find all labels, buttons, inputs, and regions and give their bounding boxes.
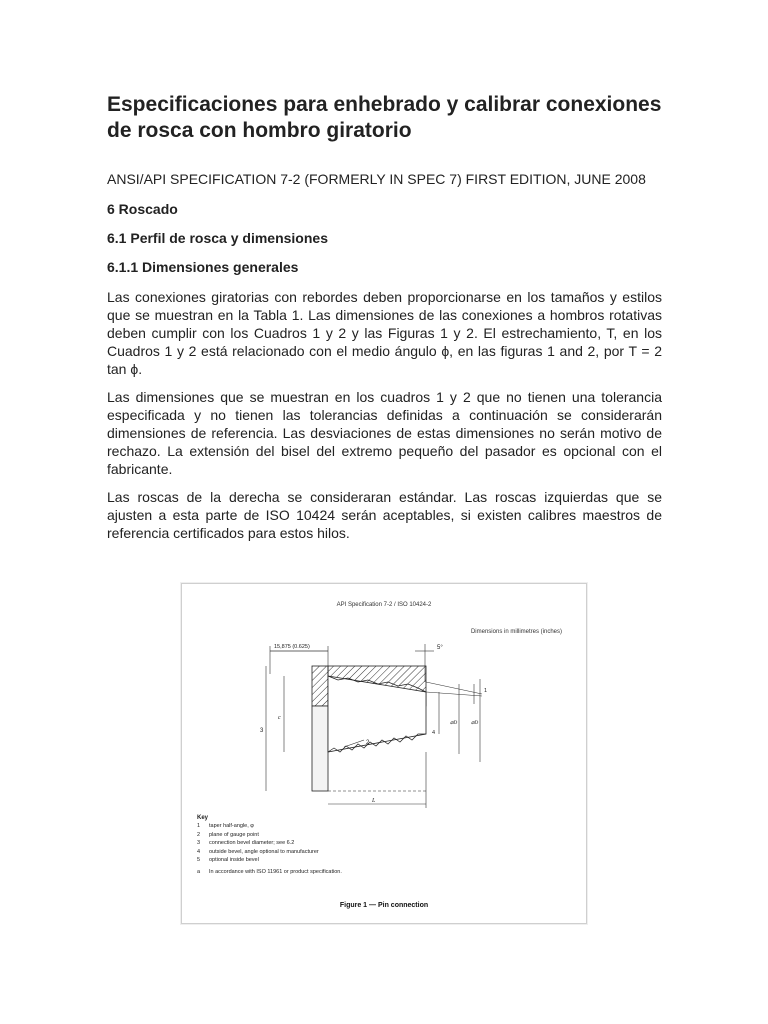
label-d2: ⌀D (471, 720, 479, 726)
footnote-mark: a (197, 869, 201, 876)
section-heading-6: 6 Roscado (107, 201, 178, 217)
pin-connection-figure (181, 583, 587, 924)
key-num: 5 (197, 857, 201, 864)
taper-lines (426, 682, 482, 704)
label-d1: ⌀D (450, 720, 458, 726)
key-text: outside bevel, angle optional to manufacturer (209, 848, 319, 855)
key-text: plane of gauge point (209, 831, 259, 838)
dimensions-note: Dimensions in millimetres (inches) (470, 629, 562, 635)
figure-caption: Figure 1 — Pin connection (339, 902, 429, 909)
label-c: c (278, 715, 281, 721)
spec-reference: ANSI/API SPECIFICATION 7-2 (FORMERLY IN SPEC 7) FIRST EDITION, JUNE 2008 (107, 171, 646, 187)
threaded-pin (328, 676, 426, 791)
bottom-dimension (328, 752, 426, 808)
key-item (197, 856, 342, 864)
callout-1: 1 (484, 688, 488, 694)
paragraph: Las dimensiones que se muestran en los cuadros 1 y 2 que no tienen una tolerancia especificada y no tienen las tolerancias definidas a continuación se considerarán dimensiones de referencia. Las desviaciones de estas dimensiones no serán motivo de rechazo. La extensión del bisel del extremo pequeño del pasador es opcional con el fabricante. (107, 389, 662, 477)
key-text: taper half-angle, φ (209, 823, 254, 830)
callout-4: 4 (432, 730, 436, 736)
footnote-text: In accordance with ISO 11961 or product specification. (209, 869, 342, 876)
paragraph: Las conexiones giratorias con rebordes deben proporcionarse en los tamaños y estilos que se muestran en la Tabla 1. Las dimensiones de las conexiones a hombros rotativas deben cumplir con los Cuadros 1 y 2 y las Figuras 1 y 2. El estrechamiento, T, en los Cuadros 1 y 2 está relacionado con el medio ángulo ϕ, en las figuras 1 and 2, por T = 2 tan ϕ. (107, 289, 662, 377)
key-num: 3 (197, 840, 201, 847)
key-num: 1 (197, 823, 201, 830)
key-item (197, 831, 342, 839)
key-item (197, 839, 342, 847)
section-heading-6-1-1: 6.1.1 Dimensiones generales (107, 259, 299, 275)
right-dimensions (432, 679, 487, 762)
label-lpc: L (372, 798, 376, 804)
key-text: connection bevel diameter; see 6.2 (209, 840, 295, 847)
key-title: Key (197, 815, 209, 821)
key-num: 4 (197, 848, 201, 855)
key-item (197, 822, 342, 830)
key-text: optional inside bevel (209, 857, 259, 864)
figure-header: API Specification 7-2 / ISO 10424-2 (336, 602, 432, 608)
figure-key (197, 814, 342, 877)
left-dimensions (260, 666, 284, 791)
callout-2: 2 (366, 740, 370, 746)
footnote (197, 868, 342, 876)
callout-3: 3 (260, 728, 264, 734)
section-heading-6-1: 6.1 Perfil de rosca y dimensiones (107, 230, 328, 246)
top-dimension-label: 15,875 (0.625) (274, 644, 310, 650)
key-item (197, 848, 342, 856)
paragraph: Las roscas de la derecha se consideraran estándar. Las roscas izquierdas que se ajusten a esta parte de ISO 10424 serán aceptables, si existen calibres maestros de referencia certificados para estos hilos. (107, 489, 662, 541)
key-num: 2 (197, 831, 201, 838)
angle-label: 5° (437, 645, 443, 651)
document-body (107, 92, 662, 542)
document-title: Especificaciones para enhebrado y calibrar conexiones de rosca con hombro giratorio (107, 93, 662, 142)
